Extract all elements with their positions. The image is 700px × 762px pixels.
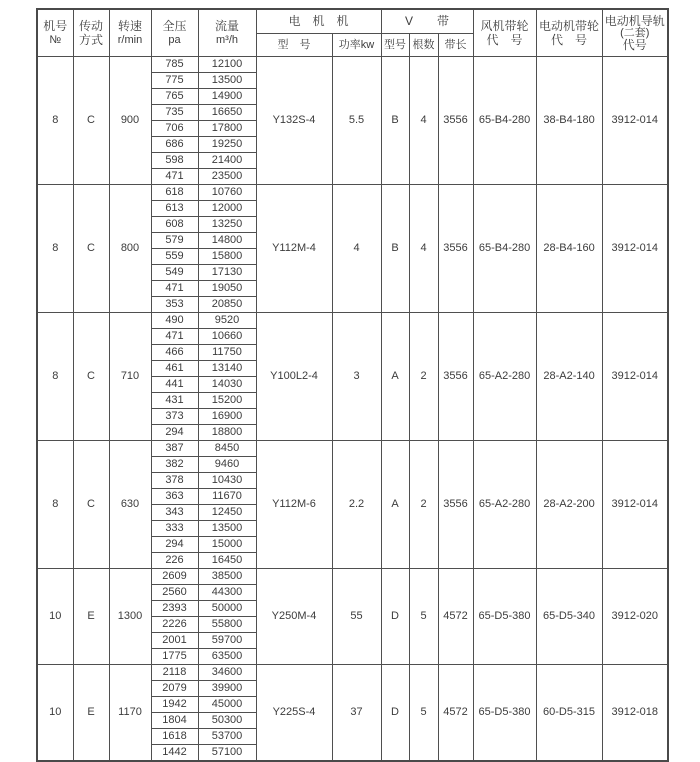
flow-cell: 53700 xyxy=(198,729,256,745)
flow-cell: 57100 xyxy=(198,745,256,762)
pressure-cell: 1442 xyxy=(151,745,198,762)
flow-cell: 15000 xyxy=(198,537,256,553)
pressure-cell: 613 xyxy=(151,201,198,217)
header-vbelt-group: V 带 xyxy=(381,9,473,34)
motor-model-cell: Y112M-6 xyxy=(256,441,332,569)
pressure-cell: 2393 xyxy=(151,601,198,617)
flow-cell: 14030 xyxy=(198,377,256,393)
pressure-cell: 466 xyxy=(151,345,198,361)
fan-pulley-cell: 65-B4-280 xyxy=(473,57,536,185)
flow-cell: 34600 xyxy=(198,665,256,681)
header-speed-line1: 转速 xyxy=(117,19,142,33)
pressure-cell: 431 xyxy=(151,393,198,409)
header-motor-pulley-line2: 代 号 xyxy=(551,33,588,47)
header-motor-rail-line3: 代号 xyxy=(622,38,647,52)
fan-pulley-cell: 65-D5-380 xyxy=(473,665,536,762)
pressure-cell: 598 xyxy=(151,153,198,169)
machine-no-cell: 8 xyxy=(37,185,73,313)
spec-row xyxy=(37,57,668,73)
pressure-cell: 2118 xyxy=(151,665,198,681)
spec-row xyxy=(37,313,668,329)
spec-row xyxy=(37,569,668,585)
drive-mode-cell: C xyxy=(73,185,109,313)
flow-cell: 10660 xyxy=(198,329,256,345)
header-motor-rail-line2: (二套) xyxy=(620,27,650,39)
power-cell: 55 xyxy=(332,569,381,665)
flow-cell: 63500 xyxy=(198,649,256,665)
belt-count-cell: 2 xyxy=(409,441,438,569)
power-cell: 4 xyxy=(332,185,381,313)
pressure-cell: 608 xyxy=(151,217,198,233)
belt-length-cell: 3556 xyxy=(438,57,473,185)
belt-count-cell: 4 xyxy=(409,185,438,313)
spec-row xyxy=(37,185,668,201)
flow-cell: 10760 xyxy=(198,185,256,201)
flow-cell: 15800 xyxy=(198,249,256,265)
motor-pulley-cell: 60-D5-315 xyxy=(536,665,602,762)
header-speed xyxy=(109,9,151,57)
header-drive-line1: 传动 xyxy=(78,19,103,33)
pressure-cell: 471 xyxy=(151,281,198,297)
flow-cell: 9520 xyxy=(198,313,256,329)
pressure-cell: 2560 xyxy=(151,585,198,601)
motor-model-cell: Y100L2-4 xyxy=(256,313,332,441)
flow-cell: 13250 xyxy=(198,217,256,233)
fan-pulley-cell: 65-D5-380 xyxy=(473,569,536,665)
pressure-cell: 461 xyxy=(151,361,198,377)
belt-type-cell: A xyxy=(381,313,409,441)
flow-cell: 16450 xyxy=(198,553,256,569)
pressure-cell: 686 xyxy=(151,137,198,153)
pressure-cell: 343 xyxy=(151,505,198,521)
header-machine-no-line1: 机号 xyxy=(43,19,68,33)
speed-cell: 900 xyxy=(109,57,151,185)
machine-no-cell: 10 xyxy=(37,665,73,762)
pressure-cell: 226 xyxy=(151,553,198,569)
power-cell: 37 xyxy=(332,665,381,762)
drive-mode-cell: E xyxy=(73,569,109,665)
header-fan-pulley xyxy=(473,9,536,57)
flow-cell: 55800 xyxy=(198,617,256,633)
machine-no-cell: 8 xyxy=(37,313,73,441)
pressure-cell: 1942 xyxy=(151,697,198,713)
pressure-cell: 1775 xyxy=(151,649,198,665)
header-machine-no xyxy=(37,9,73,57)
header-motor-rail-line1: 电动机导轨 xyxy=(604,14,665,28)
header-pressure-line2: pa xyxy=(168,34,181,46)
belt-type-cell: B xyxy=(381,57,409,185)
speed-cell: 800 xyxy=(109,185,151,313)
drive-mode-cell: C xyxy=(73,441,109,569)
drive-mode-cell: E xyxy=(73,665,109,762)
speed-cell: 630 xyxy=(109,441,151,569)
spec-table-body xyxy=(37,57,668,762)
motor-model-cell: Y112M-4 xyxy=(256,185,332,313)
machine-no-cell: 10 xyxy=(37,569,73,665)
pressure-cell: 1804 xyxy=(151,713,198,729)
flow-cell: 12450 xyxy=(198,505,256,521)
flow-cell: 13140 xyxy=(198,361,256,377)
pressure-cell: 549 xyxy=(151,265,198,281)
pressure-cell: 2609 xyxy=(151,569,198,585)
header-belt-length: 带长 xyxy=(438,34,473,57)
header-flow-line1: 流量 xyxy=(214,19,239,33)
header-flow-line2: m³/h xyxy=(216,34,238,46)
flow-cell: 23500 xyxy=(198,169,256,185)
rail-code-cell: 3912-014 xyxy=(602,57,668,185)
flow-cell: 14900 xyxy=(198,89,256,105)
flow-cell: 16900 xyxy=(198,409,256,425)
header-speed-line2: r/min xyxy=(117,34,143,46)
flow-cell: 45000 xyxy=(198,697,256,713)
belt-type-cell: B xyxy=(381,185,409,313)
pressure-cell: 1618 xyxy=(151,729,198,745)
pressure-cell: 785 xyxy=(151,57,198,73)
header-fan-pulley-line1: 风机带轮 xyxy=(480,19,529,33)
header-belt-type: 型号 xyxy=(381,34,409,57)
pressure-cell: 363 xyxy=(151,489,198,505)
header-motor-group: 电 机 机 xyxy=(256,9,381,34)
flow-cell: 8450 xyxy=(198,441,256,457)
pressure-cell: 706 xyxy=(151,121,198,137)
pressure-cell: 333 xyxy=(151,521,198,537)
pressure-cell: 294 xyxy=(151,537,198,553)
belt-count-cell: 5 xyxy=(409,665,438,762)
header-motor-rail xyxy=(602,9,668,57)
belt-length-cell: 3556 xyxy=(438,313,473,441)
power-cell: 3 xyxy=(332,313,381,441)
pressure-cell: 618 xyxy=(151,185,198,201)
header-motor-pulley xyxy=(536,9,602,57)
pressure-cell: 775 xyxy=(151,73,198,89)
speed-cell: 1170 xyxy=(109,665,151,762)
fan-pulley-cell: 65-B4-280 xyxy=(473,185,536,313)
power-cell: 2.2 xyxy=(332,441,381,569)
header-motor-power: 功率kw xyxy=(332,34,381,57)
flow-cell: 11670 xyxy=(198,489,256,505)
flow-cell: 39900 xyxy=(198,681,256,697)
flow-cell: 59700 xyxy=(198,633,256,649)
pressure-cell: 387 xyxy=(151,441,198,457)
belt-count-cell: 5 xyxy=(409,569,438,665)
header-fan-pulley-line2: 代 号 xyxy=(486,33,523,47)
rail-code-cell: 3912-014 xyxy=(602,441,668,569)
rail-code-cell: 3912-014 xyxy=(602,313,668,441)
flow-cell: 12000 xyxy=(198,201,256,217)
speed-cell: 710 xyxy=(109,313,151,441)
flow-cell: 9460 xyxy=(198,457,256,473)
table-header xyxy=(37,9,668,57)
flow-cell: 13500 xyxy=(198,73,256,89)
flow-cell: 50000 xyxy=(198,601,256,617)
belt-count-cell: 4 xyxy=(409,57,438,185)
flow-cell: 38500 xyxy=(198,569,256,585)
header-machine-no-line2: № xyxy=(49,34,62,46)
pressure-cell: 378 xyxy=(151,473,198,489)
pressure-cell: 2001 xyxy=(151,633,198,649)
header-drive-mode xyxy=(73,9,109,57)
flow-cell: 44300 xyxy=(198,585,256,601)
pressure-cell: 441 xyxy=(151,377,198,393)
flow-cell: 21400 xyxy=(198,153,256,169)
flow-cell: 20850 xyxy=(198,297,256,313)
motor-model-cell: Y132S-4 xyxy=(256,57,332,185)
rail-code-cell: 3912-014 xyxy=(602,185,668,313)
machine-no-cell: 8 xyxy=(37,57,73,185)
fan-pulley-cell: 65-A2-280 xyxy=(473,313,536,441)
flow-cell: 10430 xyxy=(198,473,256,489)
power-cell: 5.5 xyxy=(332,57,381,185)
flow-cell: 50300 xyxy=(198,713,256,729)
pressure-cell: 2079 xyxy=(151,681,198,697)
pressure-cell: 2226 xyxy=(151,617,198,633)
pressure-cell: 559 xyxy=(151,249,198,265)
flow-cell: 19250 xyxy=(198,137,256,153)
flow-cell: 15200 xyxy=(198,393,256,409)
flow-cell: 13500 xyxy=(198,521,256,537)
flow-cell: 11750 xyxy=(198,345,256,361)
motor-model-cell: Y250M-4 xyxy=(256,569,332,665)
pressure-cell: 373 xyxy=(151,409,198,425)
motor-pulley-cell: 28-A2-200 xyxy=(536,441,602,569)
pressure-cell: 382 xyxy=(151,457,198,473)
motor-pulley-cell: 28-A2-140 xyxy=(536,313,602,441)
rail-code-cell: 3912-018 xyxy=(602,665,668,762)
spec-row xyxy=(37,665,668,681)
flow-cell: 14800 xyxy=(198,233,256,249)
flow-cell: 19050 xyxy=(198,281,256,297)
motor-pulley-cell: 65-D5-340 xyxy=(536,569,602,665)
pressure-cell: 471 xyxy=(151,169,198,185)
belt-type-cell: A xyxy=(381,441,409,569)
header-flow xyxy=(198,9,256,57)
pressure-cell: 353 xyxy=(151,297,198,313)
belt-length-cell: 4572 xyxy=(438,569,473,665)
fan-spec-page xyxy=(0,8,700,758)
flow-cell: 17800 xyxy=(198,121,256,137)
flow-cell: 12100 xyxy=(198,57,256,73)
pressure-cell: 579 xyxy=(151,233,198,249)
pressure-cell: 490 xyxy=(151,313,198,329)
flow-cell: 18800 xyxy=(198,425,256,441)
flow-cell: 17130 xyxy=(198,265,256,281)
fan-spec-table xyxy=(36,8,669,762)
belt-length-cell: 3556 xyxy=(438,441,473,569)
flow-cell: 16650 xyxy=(198,105,256,121)
drive-mode-cell: C xyxy=(73,57,109,185)
spec-row xyxy=(37,441,668,457)
motor-pulley-cell: 28-B4-160 xyxy=(536,185,602,313)
pressure-cell: 735 xyxy=(151,105,198,121)
header-pressure-line1: 全压 xyxy=(162,19,187,33)
motor-model-cell: Y225S-4 xyxy=(256,665,332,762)
machine-no-cell: 8 xyxy=(37,441,73,569)
belt-length-cell: 4572 xyxy=(438,665,473,762)
fan-pulley-cell: 65-A2-280 xyxy=(473,441,536,569)
motor-pulley-cell: 38-B4-180 xyxy=(536,57,602,185)
belt-count-cell: 2 xyxy=(409,313,438,441)
header-pressure xyxy=(151,9,198,57)
speed-cell: 1300 xyxy=(109,569,151,665)
belt-length-cell: 3556 xyxy=(438,185,473,313)
pressure-cell: 471 xyxy=(151,329,198,345)
pressure-cell: 294 xyxy=(151,425,198,441)
header-drive-line2: 方式 xyxy=(78,33,103,47)
belt-type-cell: D xyxy=(381,665,409,762)
header-motor-pulley-line1: 电动机带轮 xyxy=(539,19,600,33)
rail-code-cell: 3912-020 xyxy=(602,569,668,665)
pressure-cell: 765 xyxy=(151,89,198,105)
belt-type-cell: D xyxy=(381,569,409,665)
header-belt-count: 根数 xyxy=(409,34,438,57)
header-motor-model: 型 号 xyxy=(256,34,332,57)
drive-mode-cell: C xyxy=(73,313,109,441)
